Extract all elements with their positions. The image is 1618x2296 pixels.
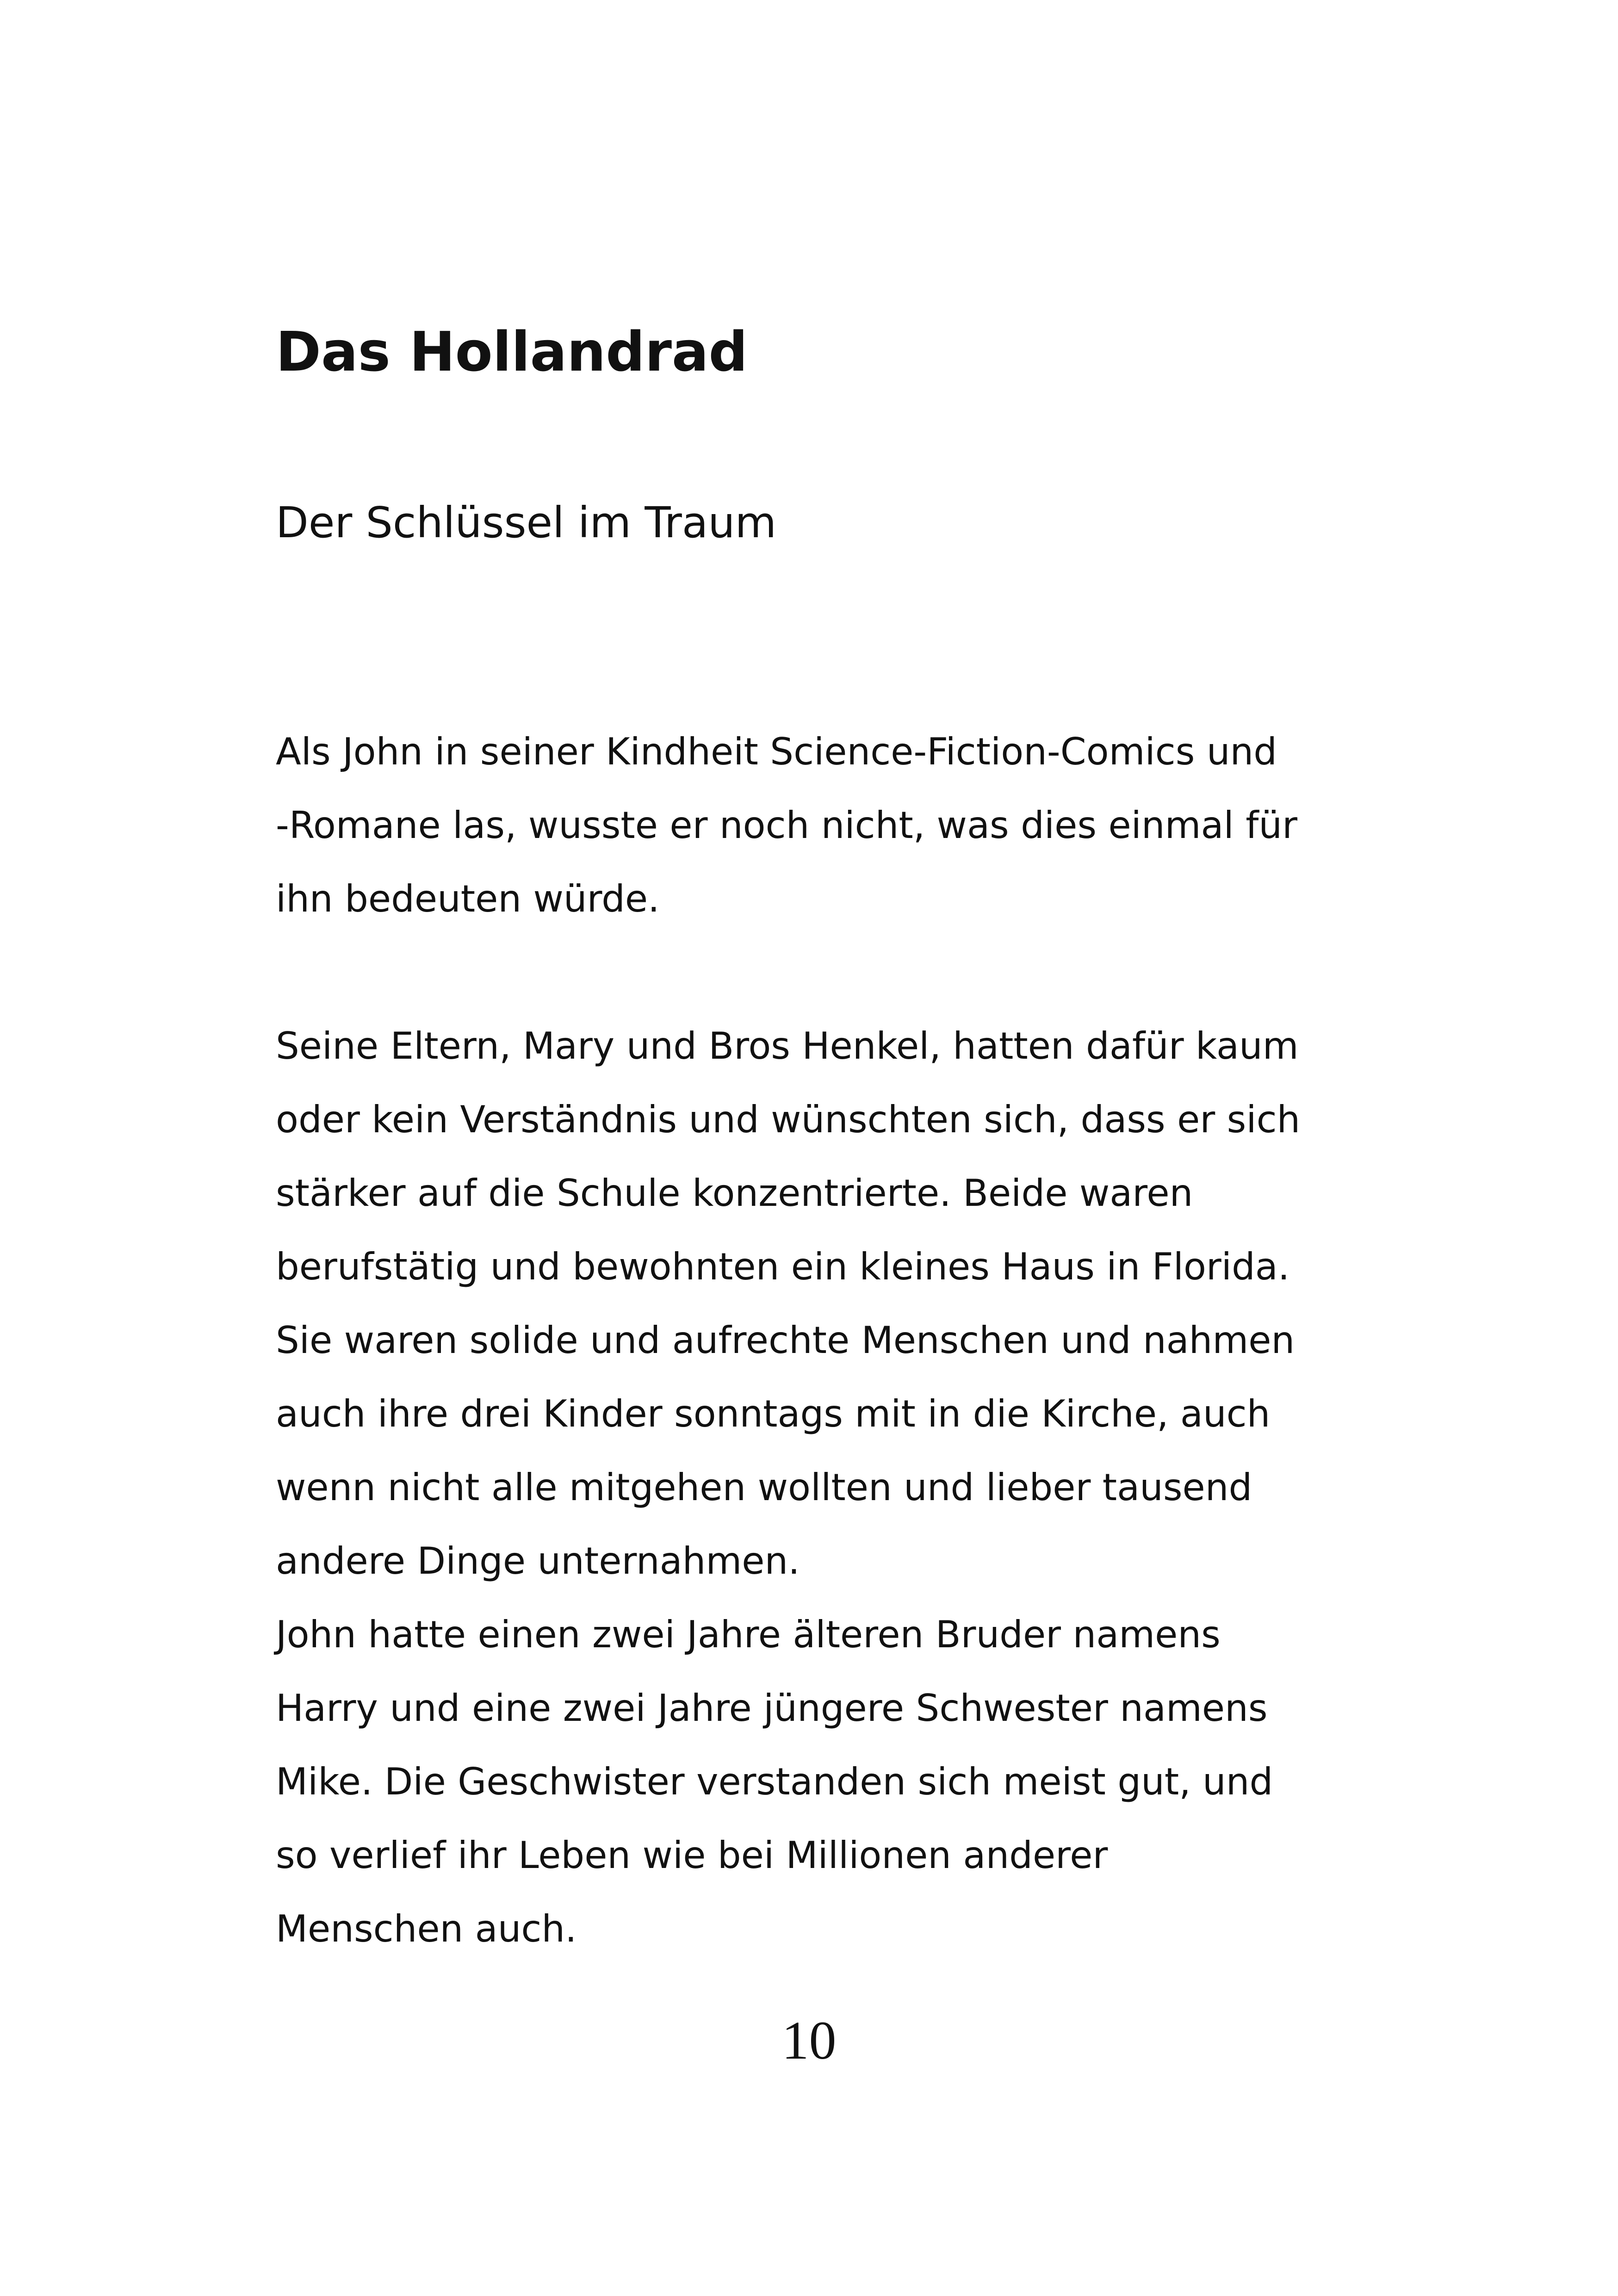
text-line: ihn bedeuten würde. <box>276 877 660 920</box>
text-line: Sie waren solide und aufrechte Menschen und nahmen <box>276 1319 1295 1362</box>
text-line: Harry und eine zwei Jahre jüngere Schwester namens <box>276 1687 1268 1730</box>
text-line: Mike. Die Geschwister verstanden sich meist gut, und <box>276 1760 1273 1803</box>
text-line: John hatte einen zwei Jahre älteren Bruder namens <box>276 1613 1221 1656</box>
text-line: andere Dinge unternahmen. <box>276 1539 800 1582</box>
paragraph-gap <box>276 936 1386 1009</box>
chapter-subtitle: Der Schlüssel im Traum <box>276 498 777 547</box>
paragraph-1 <box>276 715 1386 936</box>
text-line: Seine Eltern, Mary und Bros Henkel, hatten dafür kaum <box>276 1024 1299 1067</box>
text-line: auch ihre drei Kinder sonntags mit in die Kirche, auch <box>276 1392 1271 1435</box>
chapter-title: Das Hollandrad <box>276 320 748 384</box>
body-text <box>276 715 1386 1966</box>
paragraph-3 <box>276 1598 1386 1966</box>
text-line: berufstätig und bewohnten ein kleines Haus in Florida. <box>276 1245 1290 1288</box>
text-line: stärker auf die Schule konzentrierte. Beide waren <box>276 1172 1193 1215</box>
text-line: Menschen auch. <box>276 1907 577 1950</box>
page-number: 10 <box>781 2010 837 2071</box>
text-line: Als John in seiner Kindheit Science-Fiction-Comics und <box>276 730 1277 773</box>
paragraph-2 <box>276 1009 1386 1598</box>
text-line: -Romane las, wusste er noch nicht, was dies einmal für <box>276 804 1297 847</box>
text-line: wenn nicht alle mitgehen wollten und lieber tausend <box>276 1466 1252 1509</box>
text-line: so verlief ihr Leben wie bei Millionen anderer <box>276 1834 1108 1877</box>
text-line: oder kein Verständnis und wünschten sich, dass er sich <box>276 1098 1301 1141</box>
